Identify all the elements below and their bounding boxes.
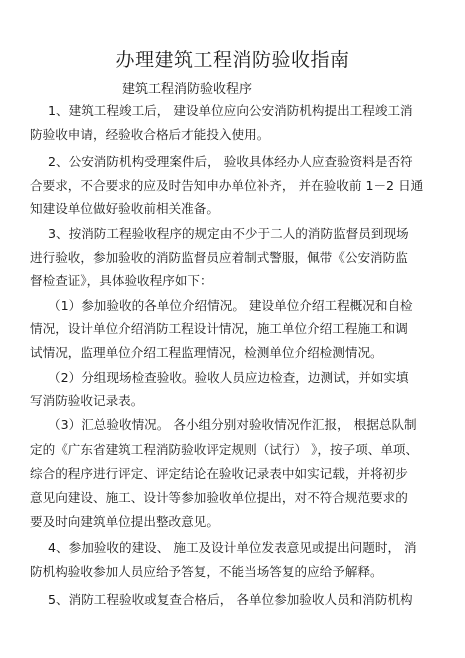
paragraph-line: 防验收申请，经验收合格后才能投入使用。 bbox=[30, 127, 270, 142]
paragraph-line: 情况，设计单位介绍消防工程设计情况，施工单位介绍工程施工和调 bbox=[30, 321, 408, 336]
paragraph-line: 试情况，监理单位介绍工程监理情况，检测单位介绍检测情况。 bbox=[30, 345, 383, 360]
paragraph-line: 进行验收，参加验收的消防监督员应着制式警服，佩带《公安消防监 bbox=[30, 250, 408, 265]
paragraph-line: 写消防验收记录表。 bbox=[30, 393, 144, 408]
paragraph-line: 防机构验收参加人员应给予答复，不能当场答复的应给予解释。 bbox=[30, 564, 383, 579]
document-subtitle: 建筑工程消防验收程序 bbox=[122, 82, 253, 97]
paragraph-line: 4、参加验收的建设、 施工及设计单位发表意见或提出问题时， 消 bbox=[48, 540, 417, 555]
paragraph-line: 定的《广东省建筑工程消防验收评定规则（试行） 》，按子项、单项、 bbox=[30, 442, 419, 457]
paragraph-line: （1）参加验收的各单位介绍情况。 建设单位介绍工程概况和自检 bbox=[48, 298, 413, 313]
paragraph-line: （3）汇总验收情况。 各小组分别对验收情况作汇报， 根据总队制 bbox=[48, 417, 417, 432]
document-title: 办理建筑工程消防验收指南 bbox=[115, 49, 350, 71]
paragraph-line: 5、消防工程验收或复查合格后， 各单位参加验收人员和消防机构 bbox=[48, 592, 413, 607]
paragraph-line: 合要求，不合要求的应及时告知申办单位补齐， 并在验收前 1－2 日通 bbox=[30, 178, 424, 193]
paragraph-line: 2、公安消防机构受理案件后， 验收具体经办人应查验资料是否符 bbox=[48, 154, 413, 169]
paragraph-line: （2）分组现场检查验收。验收人员应边检查，边测试，并如实填 bbox=[48, 370, 409, 385]
paragraph-line: 综合的程序进行评定、评定结论在验收记录表中如实记载，并将初步 bbox=[30, 466, 408, 481]
paragraph-line: 1、建筑工程竣工后， 建设单位应向公安消防机构提出工程竣工消 bbox=[48, 103, 413, 118]
paragraph-line: 3、按消防工程验收程序的规定由不少于二人的消防监督员到现场 bbox=[48, 226, 409, 241]
paragraph-line: 知建设单位做好验收前相关准备。 bbox=[30, 201, 219, 216]
paragraph-line: 要及时向建筑单位提出整改意见。 bbox=[30, 514, 219, 529]
paragraph-line: 意见向建设、施工、设计等参加验收单位提出，对不符合规范要求的 bbox=[30, 490, 408, 505]
paragraph-line: 督检查证》，具体验收程序如下： bbox=[30, 273, 213, 288]
